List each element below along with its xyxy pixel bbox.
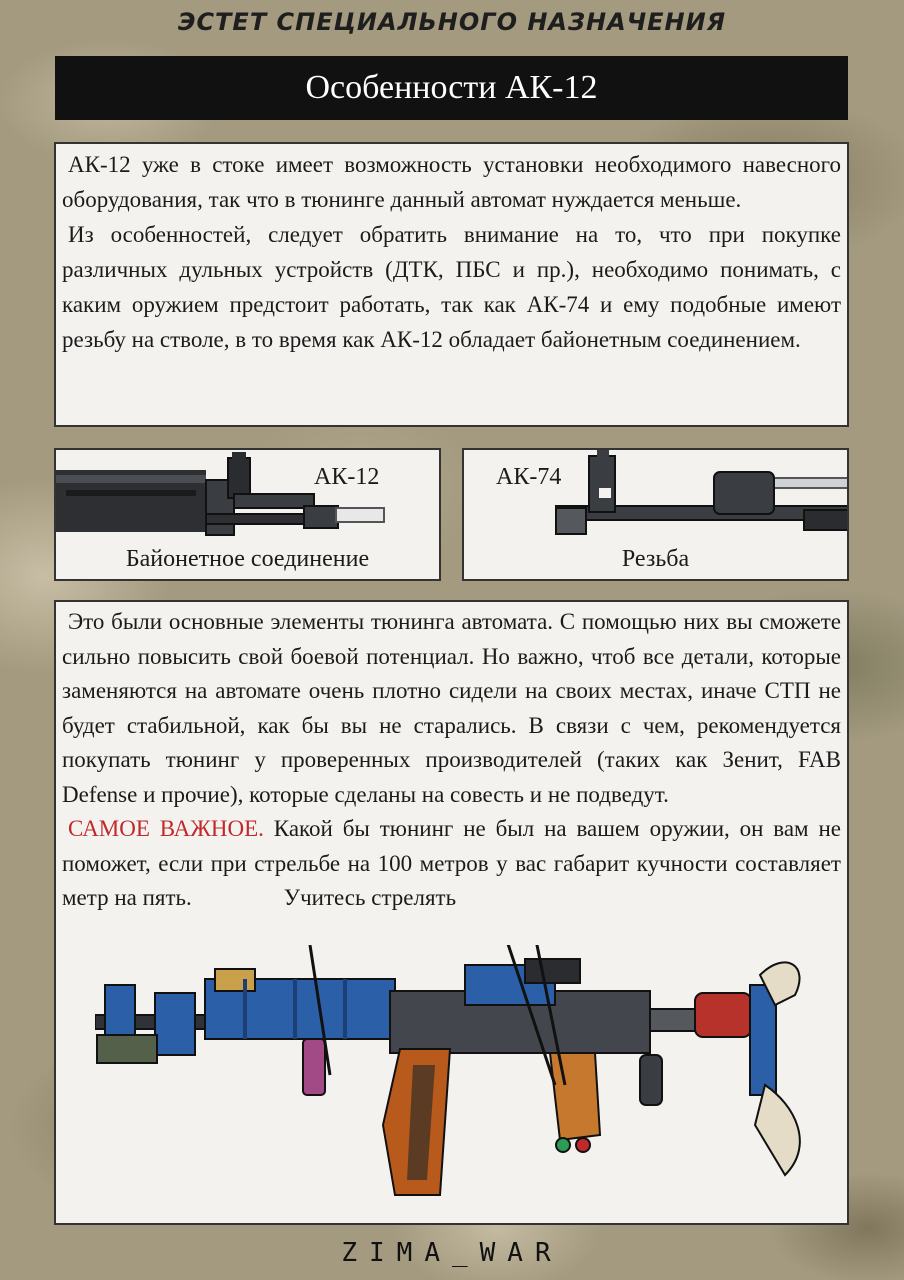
tuned-rifle-illustration [95,945,815,1215]
header-top-title: ЭСТЕТ СПЕЦИАЛЬНОГО НАЗНАЧЕНИЯ [177,8,727,36]
summary-paragraph-2-text: Какой бы тюнинг не был на вашем оружии, он вам не поможет, если при стрельбе на 100 метров у вас габарит кучности составляет метр на пять. [62,816,842,910]
ak12-caption: Байонетное соединение [125,546,370,572]
intro-panel [54,142,849,427]
summary-emphasis: САМОЕ ВАЖНОЕ. [68,816,264,841]
ak12-panel [54,448,441,581]
intro-paragraph-2: Из особенностей, следует обратить внимание на то, что при покупке различных дульных устройств (ДТК, ПБС и пр.), необходимо понимать, с каким оружием предстоит работать, так как АК-74 и ему подобные имеют резьбу на стволе, в то время как АК-12 обладает байонетным соединением. [62,222,841,352]
ak74-panel [462,448,849,581]
summary-paragraph-2 [62,812,841,916]
ak74-caption: Резьба [621,546,690,572]
page-title [55,56,848,120]
summary-paragraph-1: Это были основные элементы тюнинга автомата. С помощью них вы сможете сильно повысить свой боевой потенциал. Но важно, чтоб все детали, которые заменяются на автомате очень плотно сидели на своих местах, иначе СТП не будет стабильной, как бы вы не старались. В связи с чем, рекомендуется покупать тюнинг у проверенных производителей (таких как Зенит, FAB Defense и прочие), которые сделаны на совесть и не подведут. [62,609,841,807]
summary-closing: Учитесь стрелять [283,885,457,910]
intro-paragraph-1: АК-12 уже в стоке имеет возможность установки необходимого навесного оборудования, так что в тюнинге данный автомат нуждается меньше. [62,152,841,212]
ak74-label: АК-74 [496,464,562,490]
page-title-text: Особенности АК-12 [305,69,598,106]
ak12-label: АК-12 [314,464,380,490]
footer-signature: ZIMA_WAR [341,1238,563,1268]
